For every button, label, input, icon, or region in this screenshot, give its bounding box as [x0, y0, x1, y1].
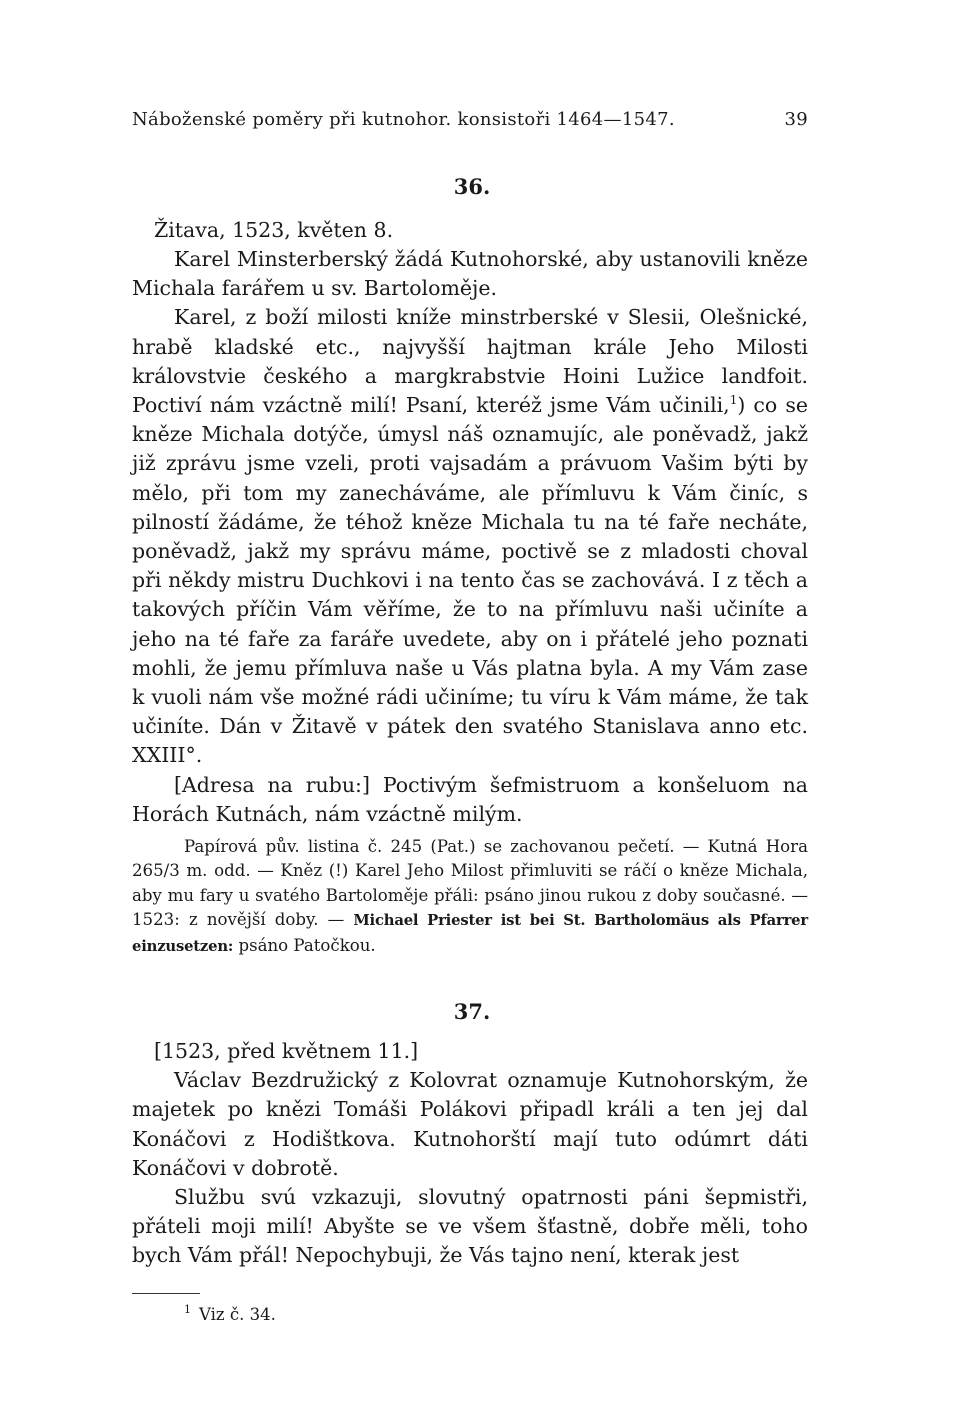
document-address: [Adresa na rubu:] Poctivým šefmistruom a konšeluom na Horách Kutnách, nám vzáctně milým. — [132, 772, 808, 826]
archival-note-part: psáno Patočkou. — [238, 935, 376, 955]
document-number: 37. — [453, 999, 491, 1025]
page — [132, 108, 808, 1326]
document-date: [1523, před květnem 11.] — [154, 1039, 419, 1064]
document-text-part: ) co se kněze Michala dotýče, úmysl náš oznamujíc, ale poněvadž, jakž již zprávu jsme vzeli, proti vajsadám a právuom Vašim býti by mělo, při tom my zanecháváme, ale přímluvu k Vám činíc, s pilností žádáme, že téhož kněze Michala tu na té faře necháte, poněvadž, jakž my správu máme, poctivě se z mladosti choval při někdy mistru Duchkovi i na tento čas se zachovává. I z těch a takových příčin Vám věříme, že to na přímluvu naši učiníte a jeho na té faře za faráře uvedete, aby on i přátelé jeho poznati mohli, že jemu přímluva naše u Vás platna byla. A my Vám zase k vuoli nám vše možné rádi učiníme; tu víru k Vám máme, že tak učiníte. Dán v Žitavě v pátek den svatého Stanislava anno etc. XXIII°. — [132, 393, 808, 768]
document-text: Službu svú vzkazuji, slovutný opatrnosti páni šepmistři, přáteli moji milí! Abyšte se ve všem šťastně, dobře měli, toho bych Vám přál! Nepochybuji, že Vás tajno není, kterak jest — [132, 1184, 808, 1268]
footnote-divider — [132, 1293, 200, 1294]
archival-note-german: Michael Priester ist bei St. Bartholomäus als Pfarrer einzusetzen: — [132, 912, 808, 955]
running-title: Náboženské poměry při kutnohor. konsistoři 1464—1547. — [132, 109, 675, 130]
document-text-part: Karel, z boží milosti kníže minstrberské v Slesii, Olešnické, hrabě kladské etc., najvyšší hajtman krále Jeho Milosti královstvie českého a margkrabstvie Hoini Lužice landfoit. Poctiví nám vzáctně milí! Psaní, kteréž jsme Vám učinili, — [132, 305, 808, 418]
footnote — [132, 1304, 808, 1326]
document-regest: Karel Minsterberský žádá Kutnohorské, aby ustanovili kněze Michala farářem u sv. Bartoloměje. — [132, 247, 808, 301]
footnote-mark: 1 — [184, 1303, 191, 1317]
document-number: 36. — [453, 174, 491, 199]
document-text — [132, 303, 808, 770]
footnote-reference: 1 — [729, 393, 738, 408]
document-date: Žitava, 1523, květen 8. — [154, 218, 394, 242]
running-head — [132, 108, 808, 132]
archival-note-part: Papírová pův. listina č. 245 (Pat.) se zachovanou pečetí. — Kutná Hora 265/3 m. odd. — Kněz (!) Karel Jeho Milost přimluviti se ráčí o kněze Michala, aby mu fary u svatého Bartoloměje přáli: psáno jinou rukou z doby současné. — 1523: z novější doby. — — [132, 837, 808, 930]
document-regest: Václav Bezdružický z Kolovrat oznamuje Kutnohorským, že majetek po knězi Tomáši Polákovi připadl králi a ten jej dal Konáčovi z Hodištkova. Kutnohorští mají tuto odúmrt dáti Konáčovi v dobrotě. — [132, 1068, 808, 1180]
page-number: 39 — [784, 109, 808, 130]
archival-note — [132, 835, 808, 959]
footnote-text: Viz č. 34. — [199, 1304, 276, 1324]
